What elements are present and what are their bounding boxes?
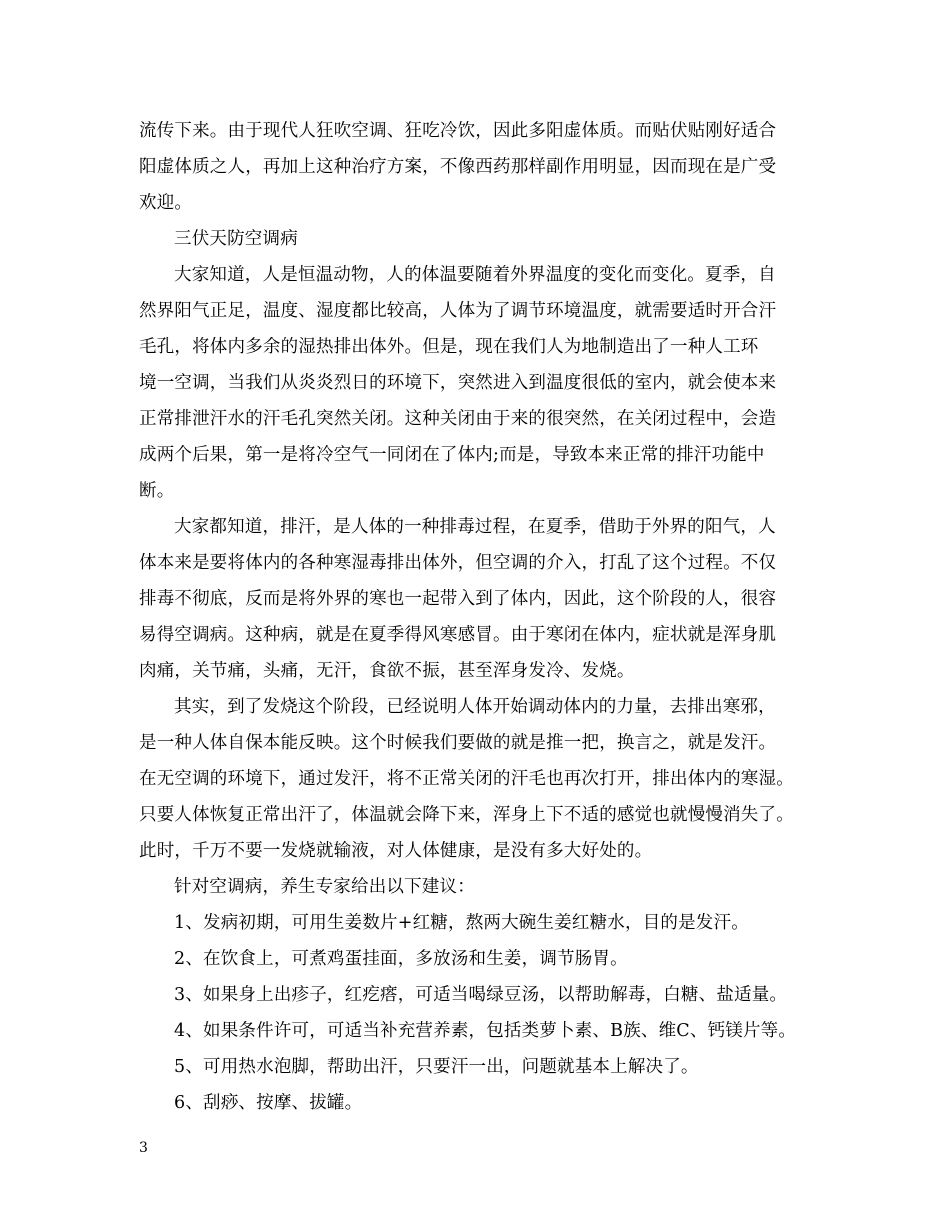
section-heading: 三伏天防空调病 — [174, 229, 298, 249]
body-text-line: 在无空调的环境下，通过发汗，将不正常关闭的汗毛也再次打开，排出体内的寒湿。 — [139, 769, 794, 789]
body-text-line: 其实，到了发烧这个阶段，已经说明人体开始调动体内的力量，去排出寒邪， — [174, 697, 776, 717]
list-item: 2、在饮食上，可煮鸡蛋挂面，多放汤和生姜，调节肠胃。 — [174, 949, 628, 969]
body-text-line: 成两个后果，第一是将冷空气一同闭在了体内;而是，导致本来正常的排汗功能中 — [139, 445, 765, 465]
body-text-line: 排毒不彻底，反而是将外界的寒也一起带入到了体内，因此，这个阶段的人，很容 — [139, 589, 777, 609]
page-number: 3 — [139, 1140, 148, 1156]
body-text-line: 正常排泄汗水的汗毛孔突然关闭。这种关闭由于来的很突然，在关闭过程中，会造 — [139, 409, 777, 429]
body-text-line: 流传下来。由于现代人狂吹空调、狂吃冷饮，因此多阳虚体质。而贴伏贴刚好适合 — [139, 121, 777, 141]
body-text-line: 大家都知道，排汗，是人体的一种排毒过程，在夏季，借助于外界的阳气，人 — [174, 517, 776, 537]
body-text-line: 此时，千万不要一发烧就输液，对人体健康，是没有多大好处的。 — [139, 841, 653, 861]
list-item: 6、刮痧、按摩、拔罐。 — [174, 1093, 363, 1113]
body-text-line: 欢迎。 — [139, 193, 193, 213]
body-text-line: 针对空调病，养生专家给出以下建议： — [174, 877, 475, 897]
body-text-line: 肉痛，关节痛，头痛，无汗，食欲不振，甚至浑身发冷、发烧。 — [139, 661, 635, 681]
body-text-line: 体本来是要将体内的各种寒湿毒排出体外，但空调的介入，打乱了这个过程。不仅 — [139, 553, 777, 573]
body-text-line: 只要人体恢复正常出汗了，体温就会降下来，浑身上下不适的感觉也就慢慢消失了。 — [139, 805, 794, 825]
body-text-line: 断。 — [139, 481, 175, 501]
list-item: 5、可用热水泡脚，帮助出汗，只要汗一出，问题就基本上解决了。 — [174, 1057, 699, 1077]
body-text-line: 是一种人体自保本能反映。这个时候我们要做的就是推一把，换言之，就是发汗。 — [139, 733, 777, 753]
body-text-line: 易得空调病。这种病，就是在夏季得风寒感冒。由于寒闭在体内，症状就是浑身肌 — [139, 625, 777, 645]
body-text-line: 然界阳气正足，温度、湿度都比较高，人体为了调节环境温度，就需要适时开合汗 — [139, 301, 777, 321]
list-item: 3、如果身上出疹子，红疙瘩，可适当喝绿豆汤，以帮助解毒，白糖、盐适量。 — [174, 985, 788, 1005]
body-text-line: 毛孔，将体内多余的湿热排出体外。但是，现在我们人为地制造出了一种人工环 — [139, 337, 759, 357]
body-text-line: 阳虚体质之人，再加上这种治疗方案，不像西药那样副作用明显，因而现在是广受 — [139, 157, 777, 177]
list-item: 4、如果条件许可，可适当补充营养素，包括类萝卜素、B族、维C、钙镁片等。 — [174, 1021, 797, 1041]
body-text-line: 大家知道，人是恒温动物，人的体温要随着外界温度的变化而变化。夏季，自 — [174, 265, 776, 285]
body-text-line: 境一空调，当我们从炎炎烈日的环境下，突然进入到温度很低的室内，就会使本来 — [139, 373, 777, 393]
list-item: 1、发病初期，可用生姜数片+红糖，熬两大碗生姜红糖水，目的是发汗。 — [174, 913, 749, 933]
